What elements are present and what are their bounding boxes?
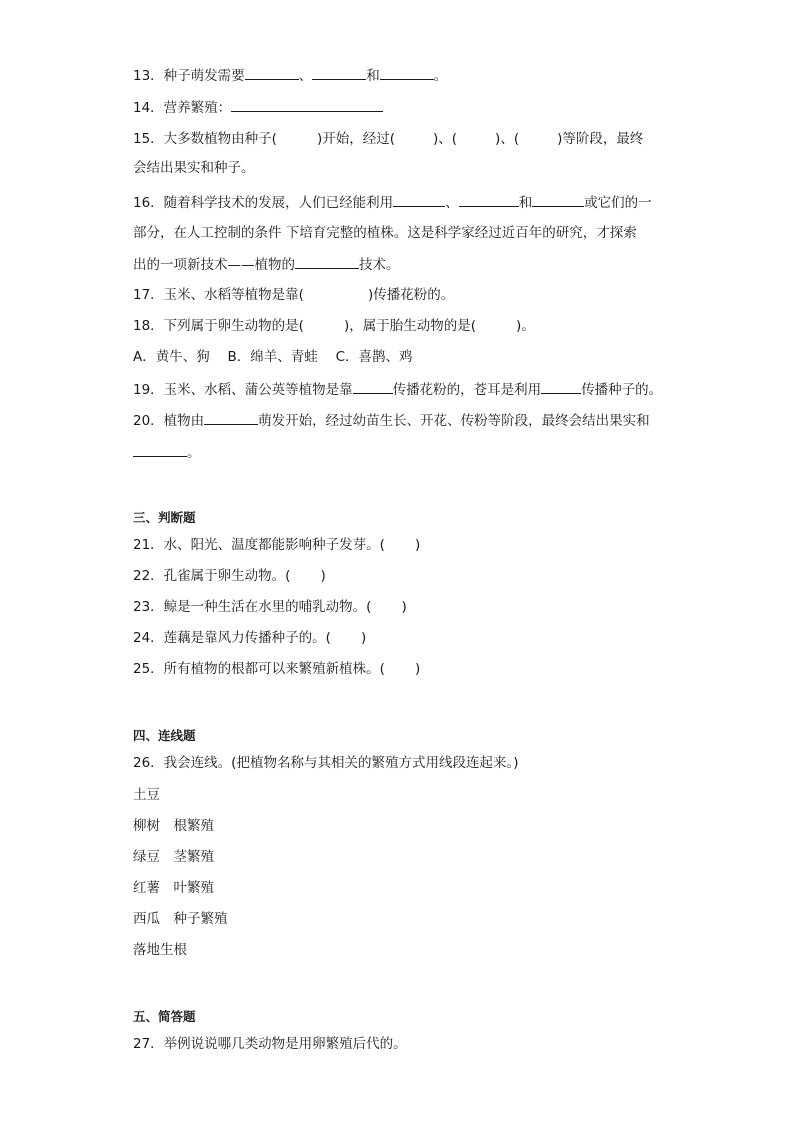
blank: [532, 192, 584, 207]
question-22: 22．孔雀属于卵生动物。( ): [133, 568, 326, 584]
question-25: 25．所有植物的根都可以来繁殖新植株。( ): [133, 661, 421, 677]
blank: [380, 65, 434, 80]
question-17: 17．玉米、水稻等植物是靠( )传播花粉的。: [133, 287, 455, 303]
question-20: 20．植物由 萌发开始，经过幼苗生长、开花、传粉等阶段，最终会结出果实和: [133, 410, 650, 431]
matching-row: 红薯 叶繁殖: [133, 880, 214, 896]
blank: [541, 379, 581, 394]
section-title-matching: 四、连线题: [133, 728, 196, 743]
section-title-judge: 三、判断题: [133, 510, 196, 525]
matching-row: 西瓜 种子繁殖: [133, 911, 228, 927]
blank: [231, 97, 383, 112]
question-18: 18．下列属于卵生动物的是( )，属于胎生动物的是( )。: [133, 318, 535, 334]
blank: [459, 192, 519, 207]
question-16: 16．随着科学技术的发展，人们已经能利用 、 和 或它们的一: [133, 192, 652, 213]
question-18-options: A．黄牛、狗 B．绵羊、青蛙 C．喜鹊、鸡: [133, 349, 413, 365]
question-13: 13．种子萌发需要 、 和 。: [133, 65, 447, 86]
question-20-line2: 。: [133, 442, 201, 463]
question-16-line3: 出的一项新技术——植物的 技术。: [133, 254, 400, 275]
blank: [204, 410, 258, 425]
blank: [353, 379, 393, 394]
matching-row: 落地生根: [133, 942, 187, 958]
question-16-line2: 部分，在人工控制的条件 下培育完整的植株。这是科学家经过近百年的研究，才探索: [133, 225, 637, 241]
blank: [393, 192, 445, 207]
question-24: 24．莲藕是靠风力传播种子的。( ): [133, 630, 367, 646]
section-title-short-answer: 五、简答题: [133, 1009, 196, 1024]
matching-row: 柳树 根繁殖: [133, 818, 214, 834]
question-19: 19．玉米、水稻、蒲公英等植物是靠 传播花粉的，苍耳是利用 传播种子的。: [133, 379, 662, 400]
question-27: 27．举例说说哪几类动物是用卵繁殖后代的。: [133, 1036, 407, 1052]
blank: [312, 65, 366, 80]
question-26: 26．我会连线。(把植物名称与其相关的繁殖方式用线段连起来。): [133, 755, 519, 771]
question-23: 23．鲸是一种生活在水里的哺乳动物。( ): [133, 599, 407, 615]
blank: [133, 442, 187, 457]
matching-row: 土豆: [133, 787, 160, 803]
question-14: 14．营养繁殖：: [133, 97, 383, 118]
question-21: 21．水、阳光、温度都能影响种子发芽。( ): [133, 537, 421, 553]
question-15-line2: 会结出果实和种子。: [133, 160, 255, 176]
blank: [245, 65, 299, 80]
question-15: 15．大多数植物由种子( )开始，经过( )、( )、( )等阶段，最终: [133, 131, 644, 147]
matching-row: 绿豆 茎繁殖: [133, 849, 214, 865]
blank: [295, 254, 359, 269]
